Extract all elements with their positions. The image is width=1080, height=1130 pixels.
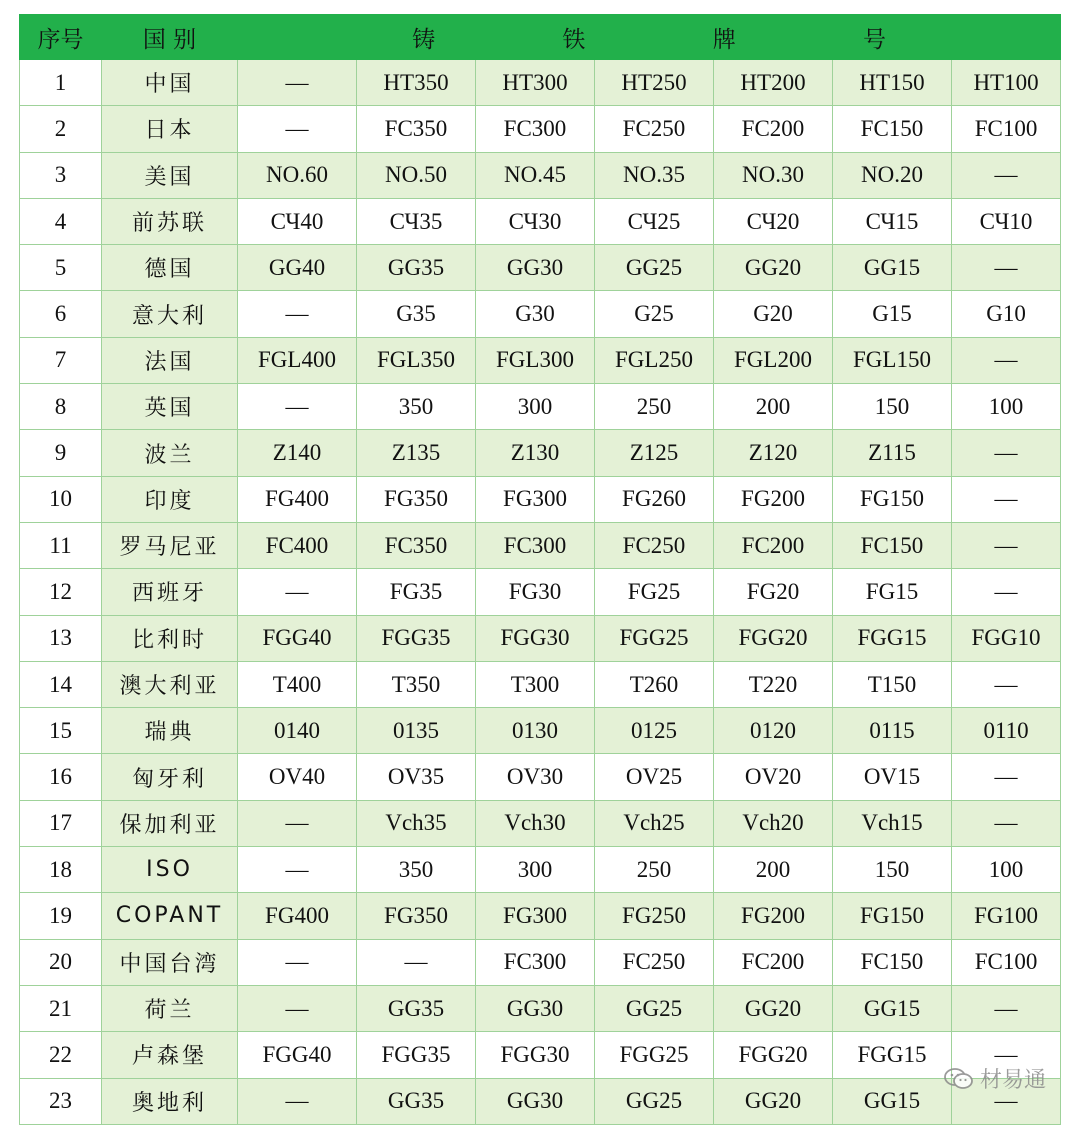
grade-cell: GG20 <box>714 245 833 291</box>
grade-cell: — <box>238 106 357 152</box>
table-row <box>20 893 1061 939</box>
grade-cell: СЧ20 <box>714 198 833 244</box>
grade-cell: GG30 <box>476 1078 595 1124</box>
row-country: 印度 <box>102 476 238 522</box>
grade-cell: FGG20 <box>714 615 833 661</box>
grade-cell: 0135 <box>357 708 476 754</box>
row-index: 15 <box>20 708 102 754</box>
grade-cell: GG25 <box>595 245 714 291</box>
table-row <box>20 615 1061 661</box>
watermark <box>944 1063 1046 1094</box>
grade-cell: T220 <box>714 661 833 707</box>
grade-cell: FGG40 <box>238 615 357 661</box>
grade-cell: GG35 <box>357 245 476 291</box>
grade-cell: HT200 <box>714 60 833 106</box>
grade-cell: СЧ25 <box>595 198 714 244</box>
grade-cell: OV40 <box>238 754 357 800</box>
grade-cell: FG30 <box>476 569 595 615</box>
grade-cell: OV35 <box>357 754 476 800</box>
grade-cell: 100 <box>952 384 1061 430</box>
grade-cell: HT250 <box>595 60 714 106</box>
grade-cell: OV20 <box>714 754 833 800</box>
grade-cell: FG300 <box>476 893 595 939</box>
grade-cell: NO.45 <box>476 152 595 198</box>
grade-cell: СЧ30 <box>476 198 595 244</box>
row-index: 23 <box>20 1078 102 1124</box>
grade-cell: G15 <box>833 291 952 337</box>
row-country: 中国 <box>102 60 238 106</box>
grade-cell: — <box>238 569 357 615</box>
grade-cell: G10 <box>952 291 1061 337</box>
grade-cell: 200 <box>714 847 833 893</box>
grade-cell: FG260 <box>595 476 714 522</box>
row-index: 13 <box>20 615 102 661</box>
grade-cell: FC150 <box>833 106 952 152</box>
row-country: COPANT <box>102 893 238 939</box>
grade-cell: 0115 <box>833 708 952 754</box>
grade-cell: FC100 <box>952 106 1061 152</box>
table-row <box>20 1078 1061 1124</box>
grade-cell: FC200 <box>714 106 833 152</box>
header-grades-char: 号 <box>863 26 886 53</box>
grade-cell: FGG20 <box>714 1032 833 1078</box>
grade-cell: Z120 <box>714 430 833 476</box>
grade-cell: FC100 <box>952 939 1061 985</box>
row-index: 3 <box>20 152 102 198</box>
grade-cell: — <box>238 1078 357 1124</box>
grade-cell: GG15 <box>833 1078 952 1124</box>
grade-cell: GG25 <box>595 985 714 1031</box>
grade-cell: — <box>357 939 476 985</box>
row-index: 19 <box>20 893 102 939</box>
grade-cell: FC250 <box>595 939 714 985</box>
grade-cell: — <box>952 800 1061 846</box>
row-index: 1 <box>20 60 102 106</box>
row-index: 11 <box>20 522 102 568</box>
grade-cell: G30 <box>476 291 595 337</box>
row-country: 比利时 <box>102 615 238 661</box>
grade-cell: FC350 <box>357 522 476 568</box>
row-index: 7 <box>20 337 102 383</box>
grade-cell: — <box>238 939 357 985</box>
grade-cell: FC300 <box>476 939 595 985</box>
grade-cell: — <box>238 291 357 337</box>
table-row <box>20 569 1061 615</box>
row-country: 澳大利亚 <box>102 661 238 707</box>
row-country: 德国 <box>102 245 238 291</box>
grade-cell: FC250 <box>595 522 714 568</box>
header-index: 序号 <box>20 15 102 60</box>
table-row <box>20 198 1061 244</box>
grade-cell: — <box>952 522 1061 568</box>
row-index: 17 <box>20 800 102 846</box>
grade-cell: — <box>238 800 357 846</box>
header-grades-char: 牌 <box>712 26 736 53</box>
grade-cell: HT300 <box>476 60 595 106</box>
grade-cell: СЧ35 <box>357 198 476 244</box>
table-row <box>20 1032 1061 1078</box>
row-index: 9 <box>20 430 102 476</box>
row-index: 4 <box>20 198 102 244</box>
grade-cell: FGG35 <box>357 615 476 661</box>
row-index: 14 <box>20 661 102 707</box>
grade-cell: G35 <box>357 291 476 337</box>
grade-cell: FC350 <box>357 106 476 152</box>
grade-cell: СЧ15 <box>833 198 952 244</box>
grade-cell: 300 <box>476 384 595 430</box>
grade-cell: OV25 <box>595 754 714 800</box>
grade-cell: OV15 <box>833 754 952 800</box>
grade-cell: — <box>952 337 1061 383</box>
table-row <box>20 847 1061 893</box>
grade-cell: FG300 <box>476 476 595 522</box>
grade-cell: NO.20 <box>833 152 952 198</box>
grade-cell: — <box>952 1078 1061 1124</box>
grade-cell: HT150 <box>833 60 952 106</box>
grade-cell: 350 <box>357 847 476 893</box>
table-row <box>20 152 1061 198</box>
grade-cell: 150 <box>833 847 952 893</box>
grade-cell: FGL300 <box>476 337 595 383</box>
grade-cell: СЧ40 <box>238 198 357 244</box>
row-index: 6 <box>20 291 102 337</box>
grade-cell: T260 <box>595 661 714 707</box>
row-index: 22 <box>20 1032 102 1078</box>
grade-cell: FGL400 <box>238 337 357 383</box>
wechat-icon <box>944 1067 974 1091</box>
row-index: 12 <box>20 569 102 615</box>
row-country: 瑞典 <box>102 708 238 754</box>
grade-cell: FC150 <box>833 522 952 568</box>
grade-cell: NO.60 <box>238 152 357 198</box>
row-country: 法国 <box>102 337 238 383</box>
grade-cell: FGG10 <box>952 615 1061 661</box>
grade-cell: — <box>238 985 357 1031</box>
grade-cell: GG25 <box>595 1078 714 1124</box>
table-row <box>20 800 1061 846</box>
table-row <box>20 476 1061 522</box>
grade-cell: GG35 <box>357 985 476 1031</box>
grade-cell: FGG25 <box>595 615 714 661</box>
grade-cell: — <box>238 384 357 430</box>
row-country: 意大利 <box>102 291 238 337</box>
row-index: 8 <box>20 384 102 430</box>
grade-cell: OV30 <box>476 754 595 800</box>
grade-cell: T150 <box>833 661 952 707</box>
grade-cell: 250 <box>595 847 714 893</box>
row-index: 20 <box>20 939 102 985</box>
grade-cell: — <box>952 569 1061 615</box>
grade-cell: — <box>952 245 1061 291</box>
grade-cell: Z125 <box>595 430 714 476</box>
grade-cell: HT350 <box>357 60 476 106</box>
grade-cell: Vch30 <box>476 800 595 846</box>
row-country: 美国 <box>102 152 238 198</box>
grade-cell: — <box>952 661 1061 707</box>
grade-cell: 300 <box>476 847 595 893</box>
header-country: 国 别 <box>102 15 238 60</box>
header-grades <box>238 15 1061 60</box>
table-row <box>20 106 1061 152</box>
grade-cell: FGL250 <box>595 337 714 383</box>
grade-cell: 0140 <box>238 708 357 754</box>
grade-cell: FGG30 <box>476 1032 595 1078</box>
table-row <box>20 60 1061 106</box>
table-row <box>20 754 1061 800</box>
grade-cell: Vch20 <box>714 800 833 846</box>
grade-cell: FGG40 <box>238 1032 357 1078</box>
row-country: 保加利亚 <box>102 800 238 846</box>
grade-cell: 150 <box>833 384 952 430</box>
row-country: 卢森堡 <box>102 1032 238 1078</box>
row-index: 16 <box>20 754 102 800</box>
grade-cell: GG15 <box>833 245 952 291</box>
grade-cell: FC150 <box>833 939 952 985</box>
cast-iron-grade-table <box>19 14 1061 1125</box>
watermark-text: 材易通 <box>979 1068 1046 1093</box>
grade-cell: NO.30 <box>714 152 833 198</box>
grade-cell: — <box>238 847 357 893</box>
grade-cell: 200 <box>714 384 833 430</box>
grade-cell: FG200 <box>714 893 833 939</box>
row-index: 5 <box>20 245 102 291</box>
grade-cell: G25 <box>595 291 714 337</box>
grade-cell: СЧ10 <box>952 198 1061 244</box>
grade-cell: 250 <box>595 384 714 430</box>
grade-cell: — <box>952 152 1061 198</box>
grade-cell: Vch15 <box>833 800 952 846</box>
grade-cell: FGG25 <box>595 1032 714 1078</box>
grade-cell: — <box>952 754 1061 800</box>
grade-cell: FC300 <box>476 522 595 568</box>
grade-cell: FG20 <box>714 569 833 615</box>
grade-cell: Z135 <box>357 430 476 476</box>
row-country: 罗马尼亚 <box>102 522 238 568</box>
grade-cell: FG350 <box>357 476 476 522</box>
grade-cell: FG35 <box>357 569 476 615</box>
grade-cell: Vch35 <box>357 800 476 846</box>
grade-cell: FG200 <box>714 476 833 522</box>
row-index: 10 <box>20 476 102 522</box>
row-index: 21 <box>20 985 102 1031</box>
grade-cell: FG100 <box>952 893 1061 939</box>
row-country: 日本 <box>102 106 238 152</box>
grade-cell: T300 <box>476 661 595 707</box>
grade-cell: 350 <box>357 384 476 430</box>
table-body <box>20 60 1061 1125</box>
table-row <box>20 337 1061 383</box>
grade-cell: FGG30 <box>476 615 595 661</box>
row-country: 英国 <box>102 384 238 430</box>
header-grades-char: 铁 <box>562 26 586 53</box>
grade-cell: Z115 <box>833 430 952 476</box>
table-row <box>20 245 1061 291</box>
grade-cell: FG150 <box>833 476 952 522</box>
grade-cell: FGL150 <box>833 337 952 383</box>
grade-cell: FG15 <box>833 569 952 615</box>
row-country: ISO <box>102 847 238 893</box>
grade-cell: FGG35 <box>357 1032 476 1078</box>
grade-cell: FC250 <box>595 106 714 152</box>
row-country: 中国台湾 <box>102 939 238 985</box>
grade-cell: GG35 <box>357 1078 476 1124</box>
grade-cell: FG250 <box>595 893 714 939</box>
row-country: 荷兰 <box>102 985 238 1031</box>
grade-cell: 100 <box>952 847 1061 893</box>
table-row <box>20 708 1061 754</box>
grade-cell: NO.35 <box>595 152 714 198</box>
row-country: 奥地利 <box>102 1078 238 1124</box>
table-row <box>20 985 1061 1031</box>
grade-cell: FGL200 <box>714 337 833 383</box>
table-container <box>19 14 1060 1125</box>
header-grades-char: 铸 <box>412 26 436 53</box>
grade-cell: FC400 <box>238 522 357 568</box>
table-header-row <box>20 15 1061 60</box>
grade-cell: GG20 <box>714 1078 833 1124</box>
grade-cell: FG350 <box>357 893 476 939</box>
grade-cell: GG30 <box>476 985 595 1031</box>
grade-cell: FG400 <box>238 893 357 939</box>
grade-cell: FG400 <box>238 476 357 522</box>
table-row <box>20 661 1061 707</box>
grade-cell: GG40 <box>238 245 357 291</box>
grade-cell: FG150 <box>833 893 952 939</box>
grade-cell: GG20 <box>714 985 833 1031</box>
grade-cell: 0125 <box>595 708 714 754</box>
table-row <box>20 384 1061 430</box>
grade-cell: G20 <box>714 291 833 337</box>
grade-cell: — <box>952 430 1061 476</box>
grade-cell: — <box>952 985 1061 1031</box>
row-index: 2 <box>20 106 102 152</box>
grade-cell: Z140 <box>238 430 357 476</box>
grade-cell: FC200 <box>714 522 833 568</box>
grade-cell: HT100 <box>952 60 1061 106</box>
grade-cell: 0110 <box>952 708 1061 754</box>
grade-cell: FG25 <box>595 569 714 615</box>
grade-cell: T350 <box>357 661 476 707</box>
grade-cell: 0130 <box>476 708 595 754</box>
row-index: 18 <box>20 847 102 893</box>
grade-cell: GG15 <box>833 985 952 1031</box>
table-row <box>20 430 1061 476</box>
grade-cell: FGG15 <box>833 1032 952 1078</box>
grade-cell: — <box>952 476 1061 522</box>
table-row <box>20 522 1061 568</box>
grade-cell: NO.50 <box>357 152 476 198</box>
table-row <box>20 291 1061 337</box>
grade-cell: FC300 <box>476 106 595 152</box>
row-country: 匈牙利 <box>102 754 238 800</box>
grade-cell: Z130 <box>476 430 595 476</box>
grade-cell: FGL350 <box>357 337 476 383</box>
grade-cell: Vch25 <box>595 800 714 846</box>
grade-cell: T400 <box>238 661 357 707</box>
grade-cell: GG30 <box>476 245 595 291</box>
grade-cell: — <box>952 1032 1061 1078</box>
grade-cell: — <box>238 60 357 106</box>
grade-cell: FC200 <box>714 939 833 985</box>
row-country: 前苏联 <box>102 198 238 244</box>
grade-cell: FGG15 <box>833 615 952 661</box>
grade-cell: 0120 <box>714 708 833 754</box>
row-country: 西班牙 <box>102 569 238 615</box>
table-row <box>20 939 1061 985</box>
row-country: 波兰 <box>102 430 238 476</box>
